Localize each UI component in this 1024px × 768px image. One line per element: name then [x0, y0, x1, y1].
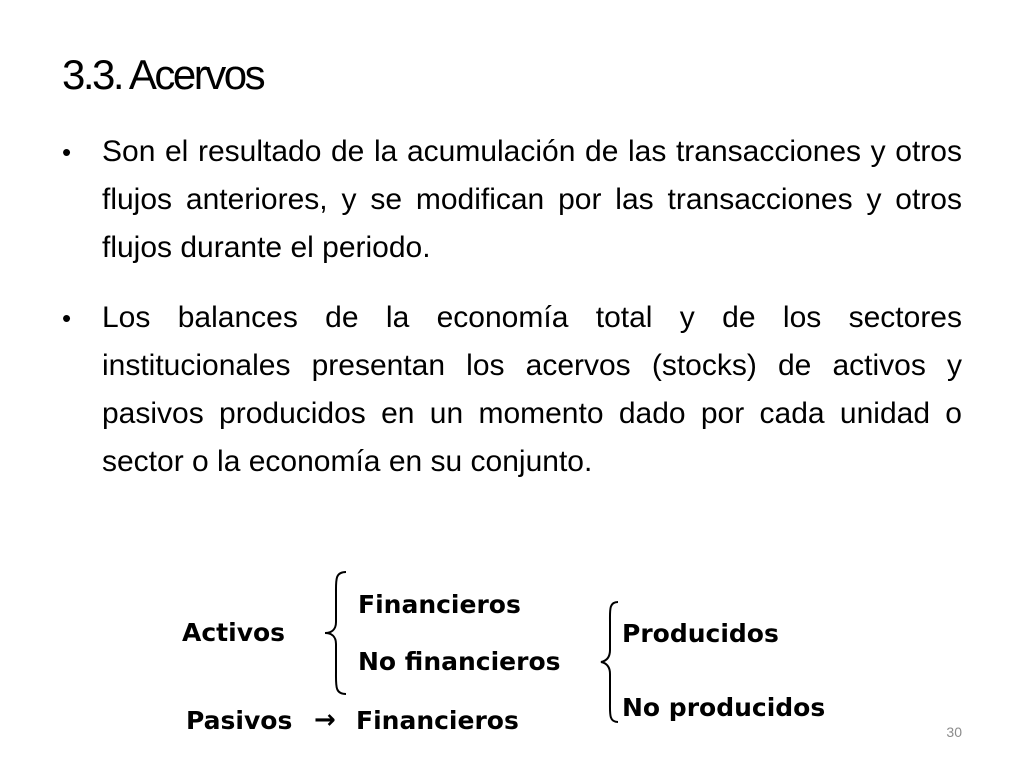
financieros-label: Financieros — [358, 590, 521, 619]
slide-title: 3.3. Acervos — [62, 51, 264, 98]
bullet-marker: • — [62, 137, 72, 167]
no-producidos-label: No producidos — [622, 693, 826, 722]
producidos-label: Producidos — [622, 619, 779, 648]
left-brace-icon — [322, 570, 350, 696]
right-brace-icon — [598, 600, 622, 724]
pasivos-financieros-label: Financieros — [356, 706, 519, 735]
bullet-marker: • — [62, 303, 72, 333]
pasivos-label: Pasivos — [186, 706, 293, 735]
activos-label: Activos — [182, 618, 286, 647]
bullet-list — [62, 128, 962, 508]
right-arrow-icon: → — [314, 705, 336, 735]
bullet-item — [62, 294, 962, 486]
no-financieros-label: No financieros — [358, 647, 561, 676]
bullet-text: Los balances de la economía total y de los sectores institucionales presentan los acervos (stocks) de activos y pasivos producidos en un momento dado por cada unidad o sector o la economía en su conjunto. — [102, 301, 962, 478]
bullet-text: Son el resultado de la acumulación de las transacciones y otros flujos anteriores, y se modifican por las transacciones y otros flujos durante el periodo. — [102, 135, 962, 264]
bullet-item — [62, 128, 962, 272]
page-number: 30 — [946, 724, 962, 740]
